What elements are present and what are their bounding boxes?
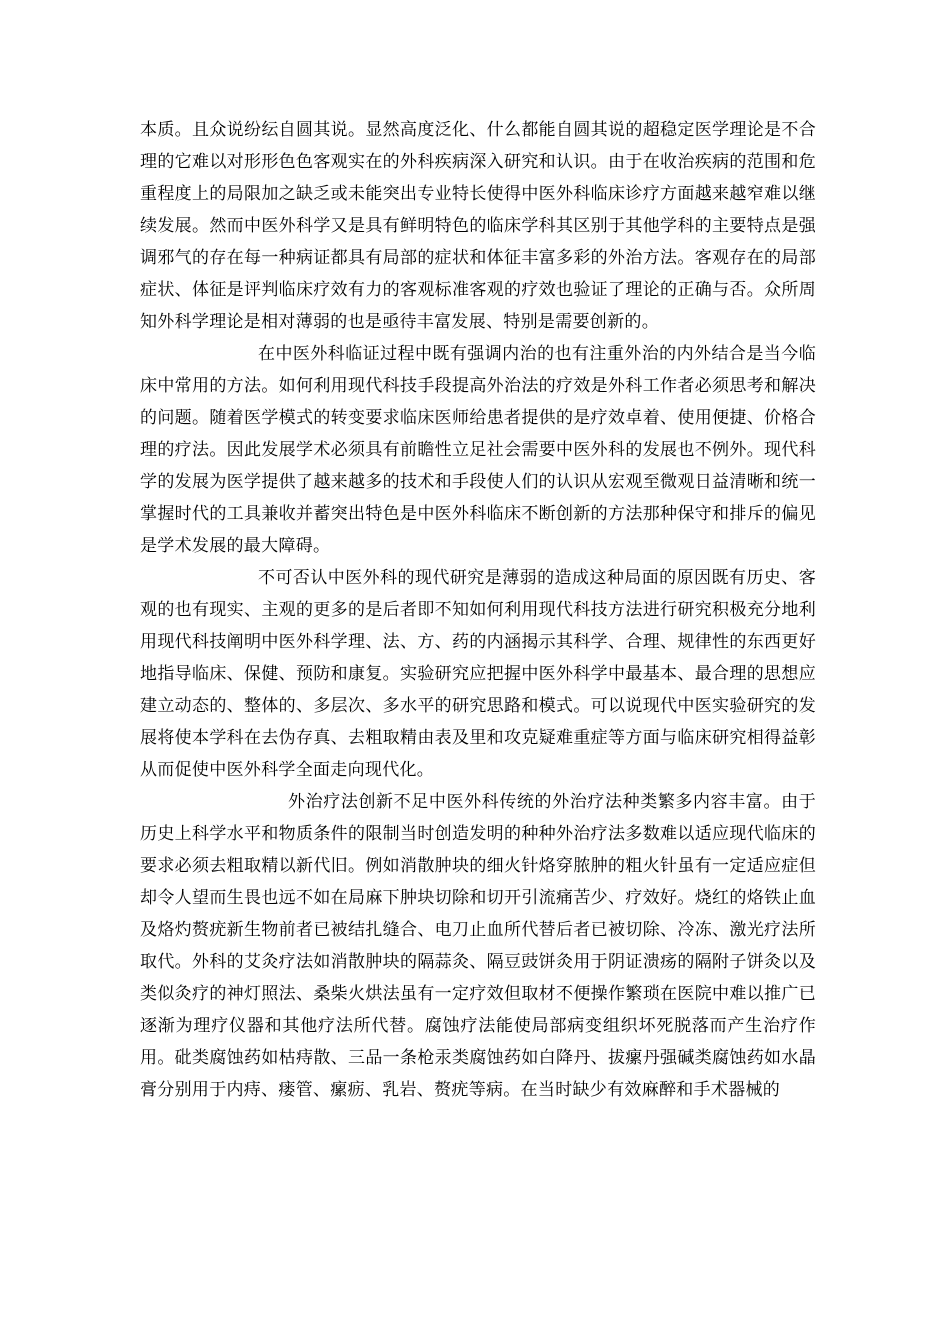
paragraph-4: 外治疗法创新不足中医外科传统的外治疗法种类繁多内容丰富。由于历史上科学水平和物质条件的限制当时创造发明的种种外治疗法多数难以适应现代临床的要求必须去粗取精以新代旧。例如消散肿块的细火针烙穿脓肿的粗火针虽有一定适应症但却令人望而生畏也远不如在局麻下肿块切除和切开引流痛苦少、疗效好。烧红的烙铁止血及烙灼赘疣新生物前者已被结扎缝合、电刀止血所代替后者已被切除、冷冻、激光疗法所取代。外科的艾灸疗法如消散肿块的隔蒜灸、隔豆豉饼灸用于阴证溃疡的隔附子饼灸以及类似灸疗的神灯照法、桑柴火烘法虽有一定疗效但取材不便操作繁琐在医院中难以推广已逐渐为理疗仪器和其他疗法所代替。腐蚀疗法能使局部病变组织坏死脱落而产生治疗作用。砒类腐蚀药如枯痔散、三品一条枪汞类腐蚀药如白降丹、拔瘰丹强碱类腐蚀药如水晶膏分别用于内痔、瘘管、瘰疬、乳岩、赘疣等病。在当时缺少有效麻醉和手术器械的 xyxy=(140,792,816,1100)
body-text xyxy=(140,114,816,1106)
paragraph-2: 在中医外科临证过程中既有强调内治的也有注重外治的内外结合是当今临床中常用的方法。如何利用现代科技手段提高外治法的疗效是外科工作者必须思考和解决的问题。随着医学模式的转变要求临床医师给患者提供的是疗效卓着、使用便捷、价格合理的疗法。因此发展学术必须具有前瞻性立足社会需要中医外科的发展也不例外。现代科学的发展为医学提供了越来越多的技术和手段使人们的认识从宏观至微观日益清晰和统一掌握时代的工具兼收并蓄突出特色是中医外科临床不断创新的方法那种保守和排斥的偏见是学术发展的最大障碍。 xyxy=(140,344,816,556)
paragraph-3: 不可否认中医外科的现代研究是薄弱的造成这种局面的原因既有历史、客观的也有现实、主观的更多的是后者即不知如何利用现代科技方法进行研究积极充分地利用现代科技阐明中医外科学理、法、方、药的内涵揭示其科学、合理、规律性的东西更好地指导临床、保健、预防和康复。实验研究应把握中医外科学中最基本、最合理的思想应建立动态的、整体的、多层次、多水平的研究思路和模式。可以说现代中医实验研究的发展将使本学科在去伪存真、去粗取精由表及里和攻克疑难重症等方面与临床研究相得益彰从而促使中医外科学全面走向现代化。 xyxy=(140,568,816,780)
paragraph-1: 本质。且众说纷纭自圆其说。显然高度泛化、什么都能自圆其说的超稳定医学理论是不合理的它难以对形形色色客观实在的外科疾病深入研究和认识。由于在收治疾病的范围和危重程度上的局限加之缺乏或未能突出专业特长使得中医外科临床诊疗方面越来越窄难以继续发展。然而中医外科学又是具有鲜明特色的临床学科其区别于其他学科的主要特点是强调邪气的存在每一种病证都具有局部的症状和体征丰富多彩的外治方法。客观存在的局部症状、体征是评判临床疗效有力的客观标准客观的疗效也验证了理论的正确与否。众所周知外科学理论是相对薄弱的也是亟待丰富发展、特别是需要创新的。 xyxy=(140,120,816,332)
